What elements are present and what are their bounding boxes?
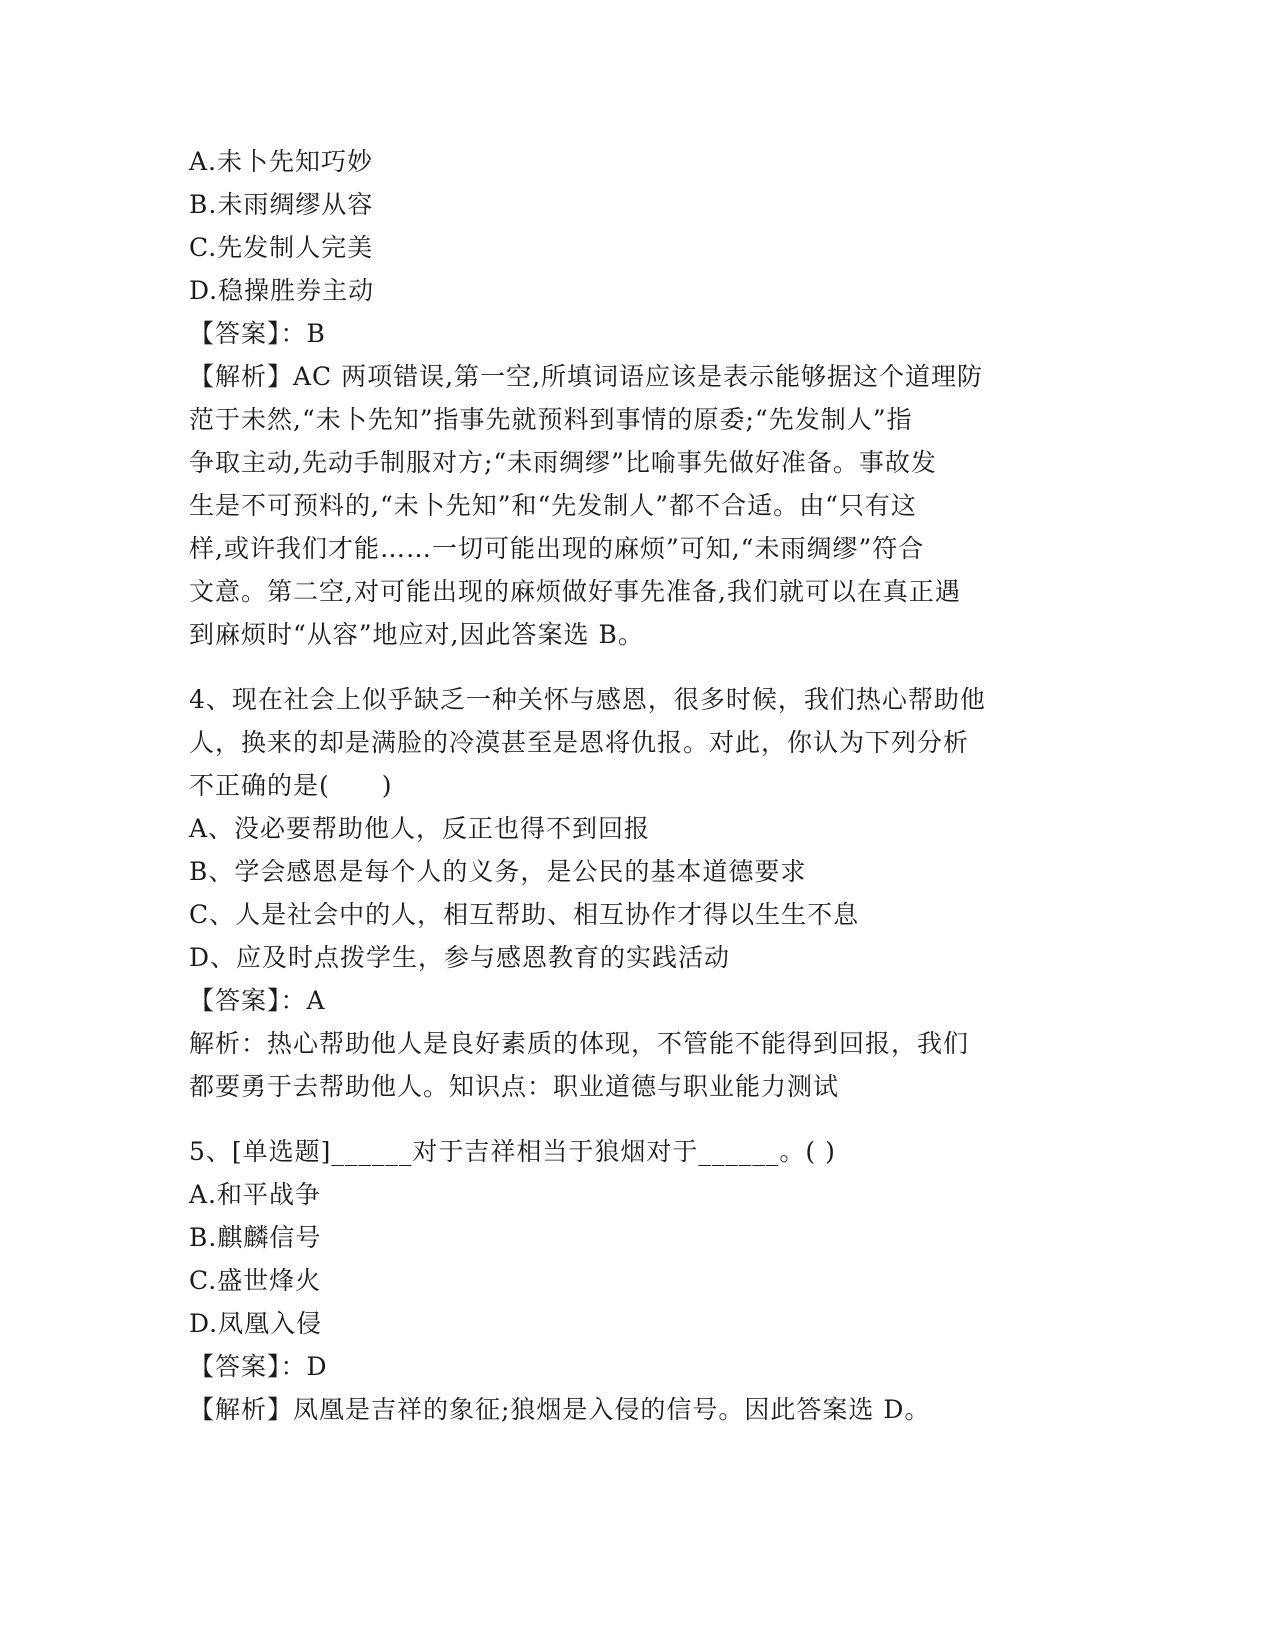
q4-answer: 【答案】：A (189, 986, 326, 1015)
q5-analysis: 【解析】凤凰是吉祥的象征;狼烟是入侵的信号。因此答案选 D。 (189, 1395, 931, 1424)
q4-analysis-line: 解析：热心帮助他人是良好素质的体现，不管能不能得到回报，我们 (189, 1029, 970, 1058)
q3-analysis-line: 样,或许我们才能……一切可能出现的麻烦”可知,“未雨绸缪”符合 (189, 534, 925, 563)
q3-analysis (189, 355, 1069, 656)
q5-option-c: C.盛世烽火 (189, 1266, 322, 1295)
question-5 (189, 1130, 1069, 1431)
q3-analysis-line: 到麻烦时“从容”地应对,因此答案选 B。 (189, 620, 644, 649)
q3-answer: 【答案】：B (189, 319, 326, 348)
q4-stem (189, 678, 1069, 807)
q4-option-d: D、应及时点拨学生，参与感恩教育的实践活动 (189, 943, 731, 972)
q3-option-b: B.未雨绸缪从容 (189, 190, 374, 219)
q5-option-d: D.凤凰入侵 (189, 1309, 323, 1338)
q4-option-a: A、没必要帮助他人，反正也得不到回报 (189, 814, 651, 843)
q4-stem-line: 不正确的是( ) (189, 771, 393, 800)
question-3 (189, 140, 1069, 656)
q4-stem-line: 人，换来的却是满脸的冷漠甚至是恩将仇报。对此，你认为下列分析 (189, 728, 970, 757)
q3-option-d: D.稳操胜券主动 (189, 276, 375, 305)
q5-option-a: A.和平战争 (189, 1180, 322, 1209)
q4-stem-line: 4、现在社会上似乎缺乏一种关怀与感恩，很多时候，我们热心帮助他 (189, 685, 986, 714)
q3-analysis-line: 【解析】AC 两项错误,第一空,所填词语应该是表示能够据这个道理防 (189, 362, 984, 391)
q3-analysis-line: 文意。第二空,对可能出现的麻烦做好事先准备,我们就可以在真正遇 (189, 577, 961, 606)
q4-analysis-line: 都要勇于去帮助他人。知识点：职业道德与职业能力测试 (189, 1072, 840, 1101)
q5-answer: 【答案】：D (189, 1352, 328, 1381)
spacer (189, 1108, 1069, 1130)
document-page (189, 140, 1069, 1431)
q4-option-b: B、学会感恩是每个人的义务，是公民的基本道德要求 (189, 857, 807, 886)
q3-option-c: C.先发制人完美 (189, 233, 374, 262)
q5-option-b: B.麒麟信号 (189, 1223, 322, 1252)
q5-stem: 5、[单选题]______对于吉祥相当于狼烟对于______。( ) (189, 1137, 836, 1166)
q4-option-c: C、人是社会中的人，相互帮助、相互协作才得以生生不息 (189, 900, 860, 929)
q4-analysis (189, 1022, 1069, 1108)
spacer (189, 656, 1069, 678)
question-4 (189, 678, 1069, 1108)
q3-analysis-line: 争取主动,先动手制服对方;“未雨绸缪”比喻事先做好准备。事故发 (189, 448, 937, 477)
q3-analysis-line: 生是不可预料的,“未卜先知”和“先发制人”都不合适。由“只有这 (189, 491, 917, 520)
q3-analysis-line: 范于未然,“未卜先知”指事先就预料到事情的原委;“先发制人”指 (189, 405, 913, 434)
q3-option-a: A.未卜先知巧妙 (189, 147, 374, 176)
